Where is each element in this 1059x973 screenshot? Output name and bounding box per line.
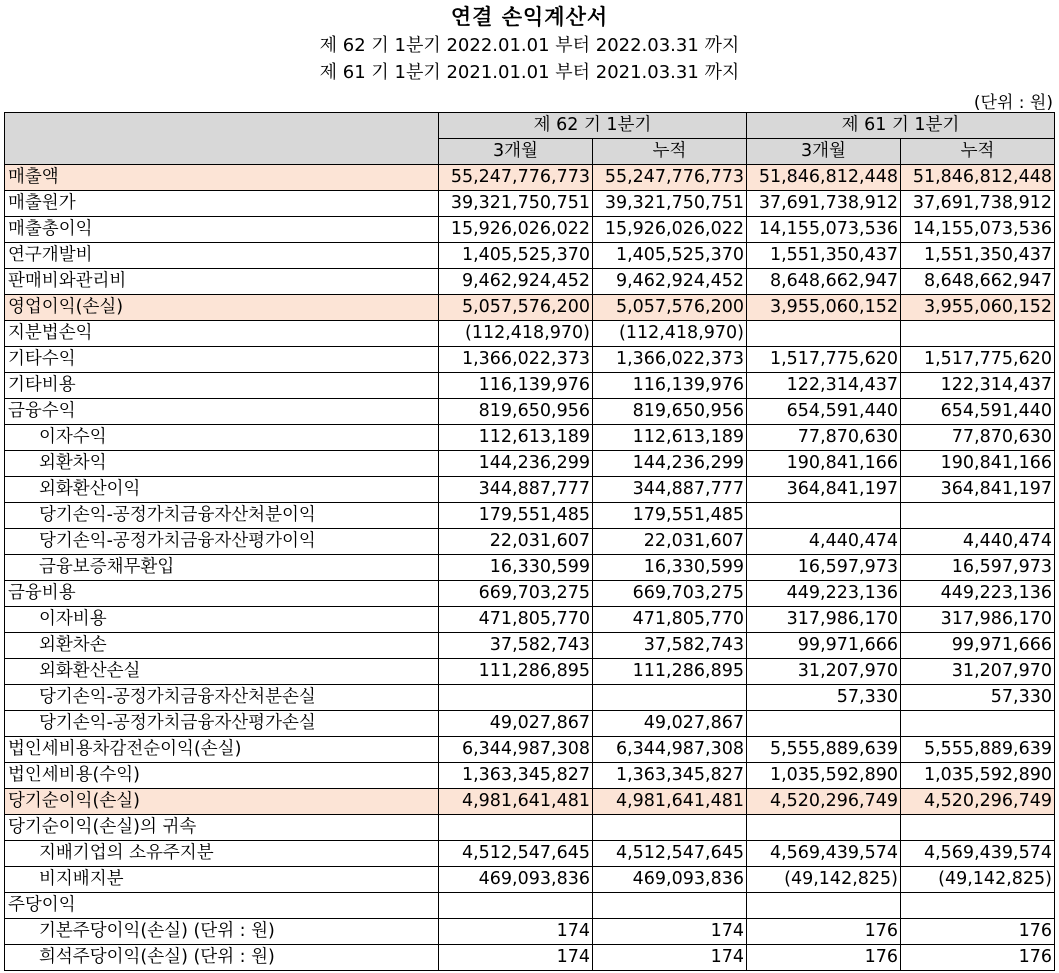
- prior-cumulative-value: 5,555,889,639: [901, 737, 1055, 763]
- current-3month-value: [439, 685, 593, 711]
- current-3month-value: 37,582,743: [439, 633, 593, 659]
- prior-period-header: 제 61 기 1분기: [747, 113, 1055, 139]
- table-row: [5, 269, 1055, 295]
- prior-3month-value: [747, 711, 901, 737]
- current-cumulative-value: 1,405,525,370: [593, 243, 747, 269]
- current-cumulative-value: 344,887,777: [593, 477, 747, 503]
- current-cumulative-value: 174: [593, 945, 747, 971]
- current-3month-value: [439, 893, 593, 919]
- table-row: [5, 529, 1055, 555]
- current-3month-value: 471,805,770: [439, 607, 593, 633]
- current-3month-header: 3개월: [439, 139, 593, 165]
- current-cumulative-value: 39,321,750,751: [593, 191, 747, 217]
- current-3month-value: 669,703,275: [439, 581, 593, 607]
- prior-cumulative-value: 1,035,592,890: [901, 763, 1055, 789]
- current-cumulative-value: 144,236,299: [593, 451, 747, 477]
- current-cumulative-value: 1,363,345,827: [593, 763, 747, 789]
- current-cumulative-value: 9,462,924,452: [593, 269, 747, 295]
- current-cumulative-value: 111,286,895: [593, 659, 747, 685]
- current-period-header: 제 62 기 1분기: [439, 113, 747, 139]
- table-row: [5, 425, 1055, 451]
- table-row: [5, 217, 1055, 243]
- prior-3month-value: 51,846,812,448: [747, 165, 901, 191]
- period-header-row: [5, 113, 1055, 139]
- current-cumulative-value: 112,613,189: [593, 425, 747, 451]
- account-label: 이자수익: [5, 425, 439, 451]
- prior-3month-value: 176: [747, 945, 901, 971]
- prior-3month-value: (49,142,825): [747, 867, 901, 893]
- table-row: [5, 321, 1055, 347]
- current-cumulative-value: 5,057,576,200: [593, 295, 747, 321]
- current-period-range: 제 62 기 1분기 2022.01.01 부터 2022.03.31 까지: [319, 35, 740, 56]
- current-3month-value: 1,363,345,827: [439, 763, 593, 789]
- prior-cumulative-value: [901, 711, 1055, 737]
- account-label: 외화환산이익: [5, 477, 439, 503]
- statement-title: 연결 손익계산서: [450, 5, 609, 29]
- prior-cumulative-value: 37,691,738,912: [901, 191, 1055, 217]
- prior-3month-value: [747, 815, 901, 841]
- table-row: [5, 581, 1055, 607]
- table-row: [5, 347, 1055, 373]
- prior-3month-value: 5,555,889,639: [747, 737, 901, 763]
- current-3month-value: 55,247,776,773: [439, 165, 593, 191]
- account-label: 금융수익: [5, 399, 439, 425]
- prior-3month-value: 449,223,136: [747, 581, 901, 607]
- account-label: 이자비용: [5, 607, 439, 633]
- account-label: 당기순이익(손실)의 귀속: [5, 815, 439, 841]
- prior-cumulative-value: 4,520,296,749: [901, 789, 1055, 815]
- prior-cumulative-value: 190,841,166: [901, 451, 1055, 477]
- current-3month-value: [439, 815, 593, 841]
- current-3month-value: 469,093,836: [439, 867, 593, 893]
- current-cumulative-value: 1,366,022,373: [593, 347, 747, 373]
- prior-cumulative-value: 176: [901, 919, 1055, 945]
- current-3month-value: 6,344,987,308: [439, 737, 593, 763]
- table-row: [5, 451, 1055, 477]
- table-row: [5, 815, 1055, 841]
- prior-cumulative-value: (49,142,825): [901, 867, 1055, 893]
- current-cumulative-value: [593, 893, 747, 919]
- current-3month-value: 4,981,641,481: [439, 789, 593, 815]
- current-3month-value: 22,031,607: [439, 529, 593, 555]
- table-row: [5, 763, 1055, 789]
- prior-cumulative-value: 122,314,437: [901, 373, 1055, 399]
- table-row: [5, 841, 1055, 867]
- current-cumulative-value: 116,139,976: [593, 373, 747, 399]
- table-row: [5, 191, 1055, 217]
- prior-3month-value: 1,517,775,620: [747, 347, 901, 373]
- current-3month-value: 39,321,750,751: [439, 191, 593, 217]
- current-cumulative-value: 174: [593, 919, 747, 945]
- income-statement-table: [4, 112, 1055, 971]
- prior-3month-value: [747, 321, 901, 347]
- current-cumulative-value: 22,031,607: [593, 529, 747, 555]
- account-label: 주당이익: [5, 893, 439, 919]
- current-cumulative-value: 15,926,026,022: [593, 217, 747, 243]
- account-label: 비지배지분: [5, 867, 439, 893]
- current-cumulative-value: 37,582,743: [593, 633, 747, 659]
- prior-cumulative-value: [901, 893, 1055, 919]
- prior-cumulative-value: 176: [901, 945, 1055, 971]
- prior-cumulative-value: [901, 503, 1055, 529]
- current-cumulative-value: (112,418,970): [593, 321, 747, 347]
- prior-3month-value: 176: [747, 919, 901, 945]
- current-3month-value: 4,512,547,645: [439, 841, 593, 867]
- current-cumulative-header: 누적: [593, 139, 747, 165]
- table-row: [5, 685, 1055, 711]
- account-label: 희석주당이익(손실) (단위 : 원): [5, 945, 439, 971]
- account-label: 당기손익-공정가치금융자산평가이익: [5, 529, 439, 555]
- account-label: 판매비와관리비: [5, 269, 439, 295]
- prior-period-range: 제 61 기 1분기 2021.01.01 부터 2021.03.31 까지: [319, 62, 740, 83]
- account-label: 법인세비용(수익): [5, 763, 439, 789]
- account-label: 매출액: [5, 165, 439, 191]
- current-cumulative-value: [593, 815, 747, 841]
- account-header-cell: [5, 113, 439, 165]
- table-row: [5, 295, 1055, 321]
- prior-3month-value: 4,520,296,749: [747, 789, 901, 815]
- account-label: 외환차익: [5, 451, 439, 477]
- prior-cumulative-value: 4,440,474: [901, 529, 1055, 555]
- prior-3month-value: 1,551,350,437: [747, 243, 901, 269]
- account-label: 영업이익(손실): [5, 295, 439, 321]
- prior-cumulative-value: 8,648,662,947: [901, 269, 1055, 295]
- current-3month-value: 16,330,599: [439, 555, 593, 581]
- table-row: [5, 893, 1055, 919]
- prior-cumulative-value: 99,971,666: [901, 633, 1055, 659]
- prior-cumulative-value: 51,846,812,448: [901, 165, 1055, 191]
- account-label: 외환차손: [5, 633, 439, 659]
- current-3month-value: 49,027,867: [439, 711, 593, 737]
- account-label: 매출총이익: [5, 217, 439, 243]
- prior-3month-value: 14,155,073,536: [747, 217, 901, 243]
- account-label: 금융비용: [5, 581, 439, 607]
- prior-3month-value: 4,440,474: [747, 529, 901, 555]
- prior-cumulative-value: 4,569,439,574: [901, 841, 1055, 867]
- table-row: [5, 867, 1055, 893]
- current-3month-value: 179,551,485: [439, 503, 593, 529]
- current-cumulative-value: 16,330,599: [593, 555, 747, 581]
- prior-cumulative-value: 1,551,350,437: [901, 243, 1055, 269]
- current-3month-value: 111,286,895: [439, 659, 593, 685]
- current-cumulative-value: 669,703,275: [593, 581, 747, 607]
- current-cumulative-value: 819,650,956: [593, 399, 747, 425]
- table-row: [5, 711, 1055, 737]
- prior-3month-value: 31,207,970: [747, 659, 901, 685]
- current-3month-value: 174: [439, 919, 593, 945]
- current-3month-value: 344,887,777: [439, 477, 593, 503]
- prior-cumulative-value: 77,870,630: [901, 425, 1055, 451]
- current-cumulative-value: 6,344,987,308: [593, 737, 747, 763]
- table-row: [5, 945, 1055, 971]
- prior-3month-value: 190,841,166: [747, 451, 901, 477]
- current-3month-value: 1,366,022,373: [439, 347, 593, 373]
- current-3month-value: 1,405,525,370: [439, 243, 593, 269]
- account-label: 금융보증채무환입: [5, 555, 439, 581]
- prior-3month-value: 8,648,662,947: [747, 269, 901, 295]
- table-row: [5, 789, 1055, 815]
- table-row: [5, 165, 1055, 191]
- prior-3month-value: [747, 893, 901, 919]
- prior-cumulative-value: 317,986,170: [901, 607, 1055, 633]
- table-row: [5, 607, 1055, 633]
- prior-cumulative-value: 57,330: [901, 685, 1055, 711]
- table-row: [5, 503, 1055, 529]
- prior-cumulative-value: 31,207,970: [901, 659, 1055, 685]
- prior-3month-value: 57,330: [747, 685, 901, 711]
- prior-cumulative-value: [901, 321, 1055, 347]
- table-row: [5, 399, 1055, 425]
- account-label: 당기손익-공정가치금융자산평가손실: [5, 711, 439, 737]
- prior-cumulative-value: 14,155,073,536: [901, 217, 1055, 243]
- current-3month-value: 15,926,026,022: [439, 217, 593, 243]
- current-3month-value: 112,613,189: [439, 425, 593, 451]
- account-label: 법인세비용차감전순이익(손실): [5, 737, 439, 763]
- prior-cumulative-value: 1,517,775,620: [901, 347, 1055, 373]
- current-3month-value: 144,236,299: [439, 451, 593, 477]
- prior-3month-value: 654,591,440: [747, 399, 901, 425]
- account-label: 기본주당이익(손실) (단위 : 원): [5, 919, 439, 945]
- prior-cumulative-value: [901, 815, 1055, 841]
- prior-3month-value: 317,986,170: [747, 607, 901, 633]
- prior-3month-value: [747, 503, 901, 529]
- current-3month-value: 116,139,976: [439, 373, 593, 399]
- account-label: 기타비용: [5, 373, 439, 399]
- prior-3month-header: 3개월: [747, 139, 901, 165]
- prior-cumulative-value: 16,597,973: [901, 555, 1055, 581]
- prior-cumulative-header: 누적: [901, 139, 1055, 165]
- current-cumulative-value: 179,551,485: [593, 503, 747, 529]
- account-label: 외화환산손실: [5, 659, 439, 685]
- table-row: [5, 555, 1055, 581]
- prior-3month-value: 16,597,973: [747, 555, 901, 581]
- account-label: 매출원가: [5, 191, 439, 217]
- table-row: [5, 373, 1055, 399]
- current-cumulative-value: 55,247,776,773: [593, 165, 747, 191]
- prior-3month-value: 3,955,060,152: [747, 295, 901, 321]
- current-cumulative-value: [593, 685, 747, 711]
- account-label: 당기순이익(손실): [5, 789, 439, 815]
- prior-cumulative-value: 654,591,440: [901, 399, 1055, 425]
- table-row: [5, 659, 1055, 685]
- current-cumulative-value: 471,805,770: [593, 607, 747, 633]
- prior-3month-value: 4,569,439,574: [747, 841, 901, 867]
- prior-cumulative-value: 3,955,060,152: [901, 295, 1055, 321]
- table-row: [5, 633, 1055, 659]
- prior-cumulative-value: 449,223,136: [901, 581, 1055, 607]
- current-3month-value: 174: [439, 945, 593, 971]
- table-row: [5, 737, 1055, 763]
- current-3month-value: 5,057,576,200: [439, 295, 593, 321]
- table-row: [5, 477, 1055, 503]
- prior-cumulative-value: 364,841,197: [901, 477, 1055, 503]
- current-cumulative-value: 4,512,547,645: [593, 841, 747, 867]
- account-label: 기타수익: [5, 347, 439, 373]
- prior-3month-value: 77,870,630: [747, 425, 901, 451]
- current-cumulative-value: 4,981,641,481: [593, 789, 747, 815]
- current-3month-value: 9,462,924,452: [439, 269, 593, 295]
- current-3month-value: 819,650,956: [439, 399, 593, 425]
- current-cumulative-value: 469,093,836: [593, 867, 747, 893]
- prior-3month-value: 122,314,437: [747, 373, 901, 399]
- table-row: [5, 243, 1055, 269]
- account-label: 당기손익-공정가치금융자산처분손실: [5, 685, 439, 711]
- prior-3month-value: 1,035,592,890: [747, 763, 901, 789]
- prior-3month-value: 37,691,738,912: [747, 191, 901, 217]
- account-label: 연구개발비: [5, 243, 439, 269]
- account-label: 지분법손익: [5, 321, 439, 347]
- current-cumulative-value: 49,027,867: [593, 711, 747, 737]
- account-label: 지배기업의 소유주지분: [5, 841, 439, 867]
- prior-3month-value: 99,971,666: [747, 633, 901, 659]
- table-row: [5, 919, 1055, 945]
- unit-label: (단위 : 원): [973, 93, 1053, 113]
- account-label: 당기손익-공정가치금융자산처분이익: [5, 503, 439, 529]
- current-3month-value: (112,418,970): [439, 321, 593, 347]
- prior-3month-value: 364,841,197: [747, 477, 901, 503]
